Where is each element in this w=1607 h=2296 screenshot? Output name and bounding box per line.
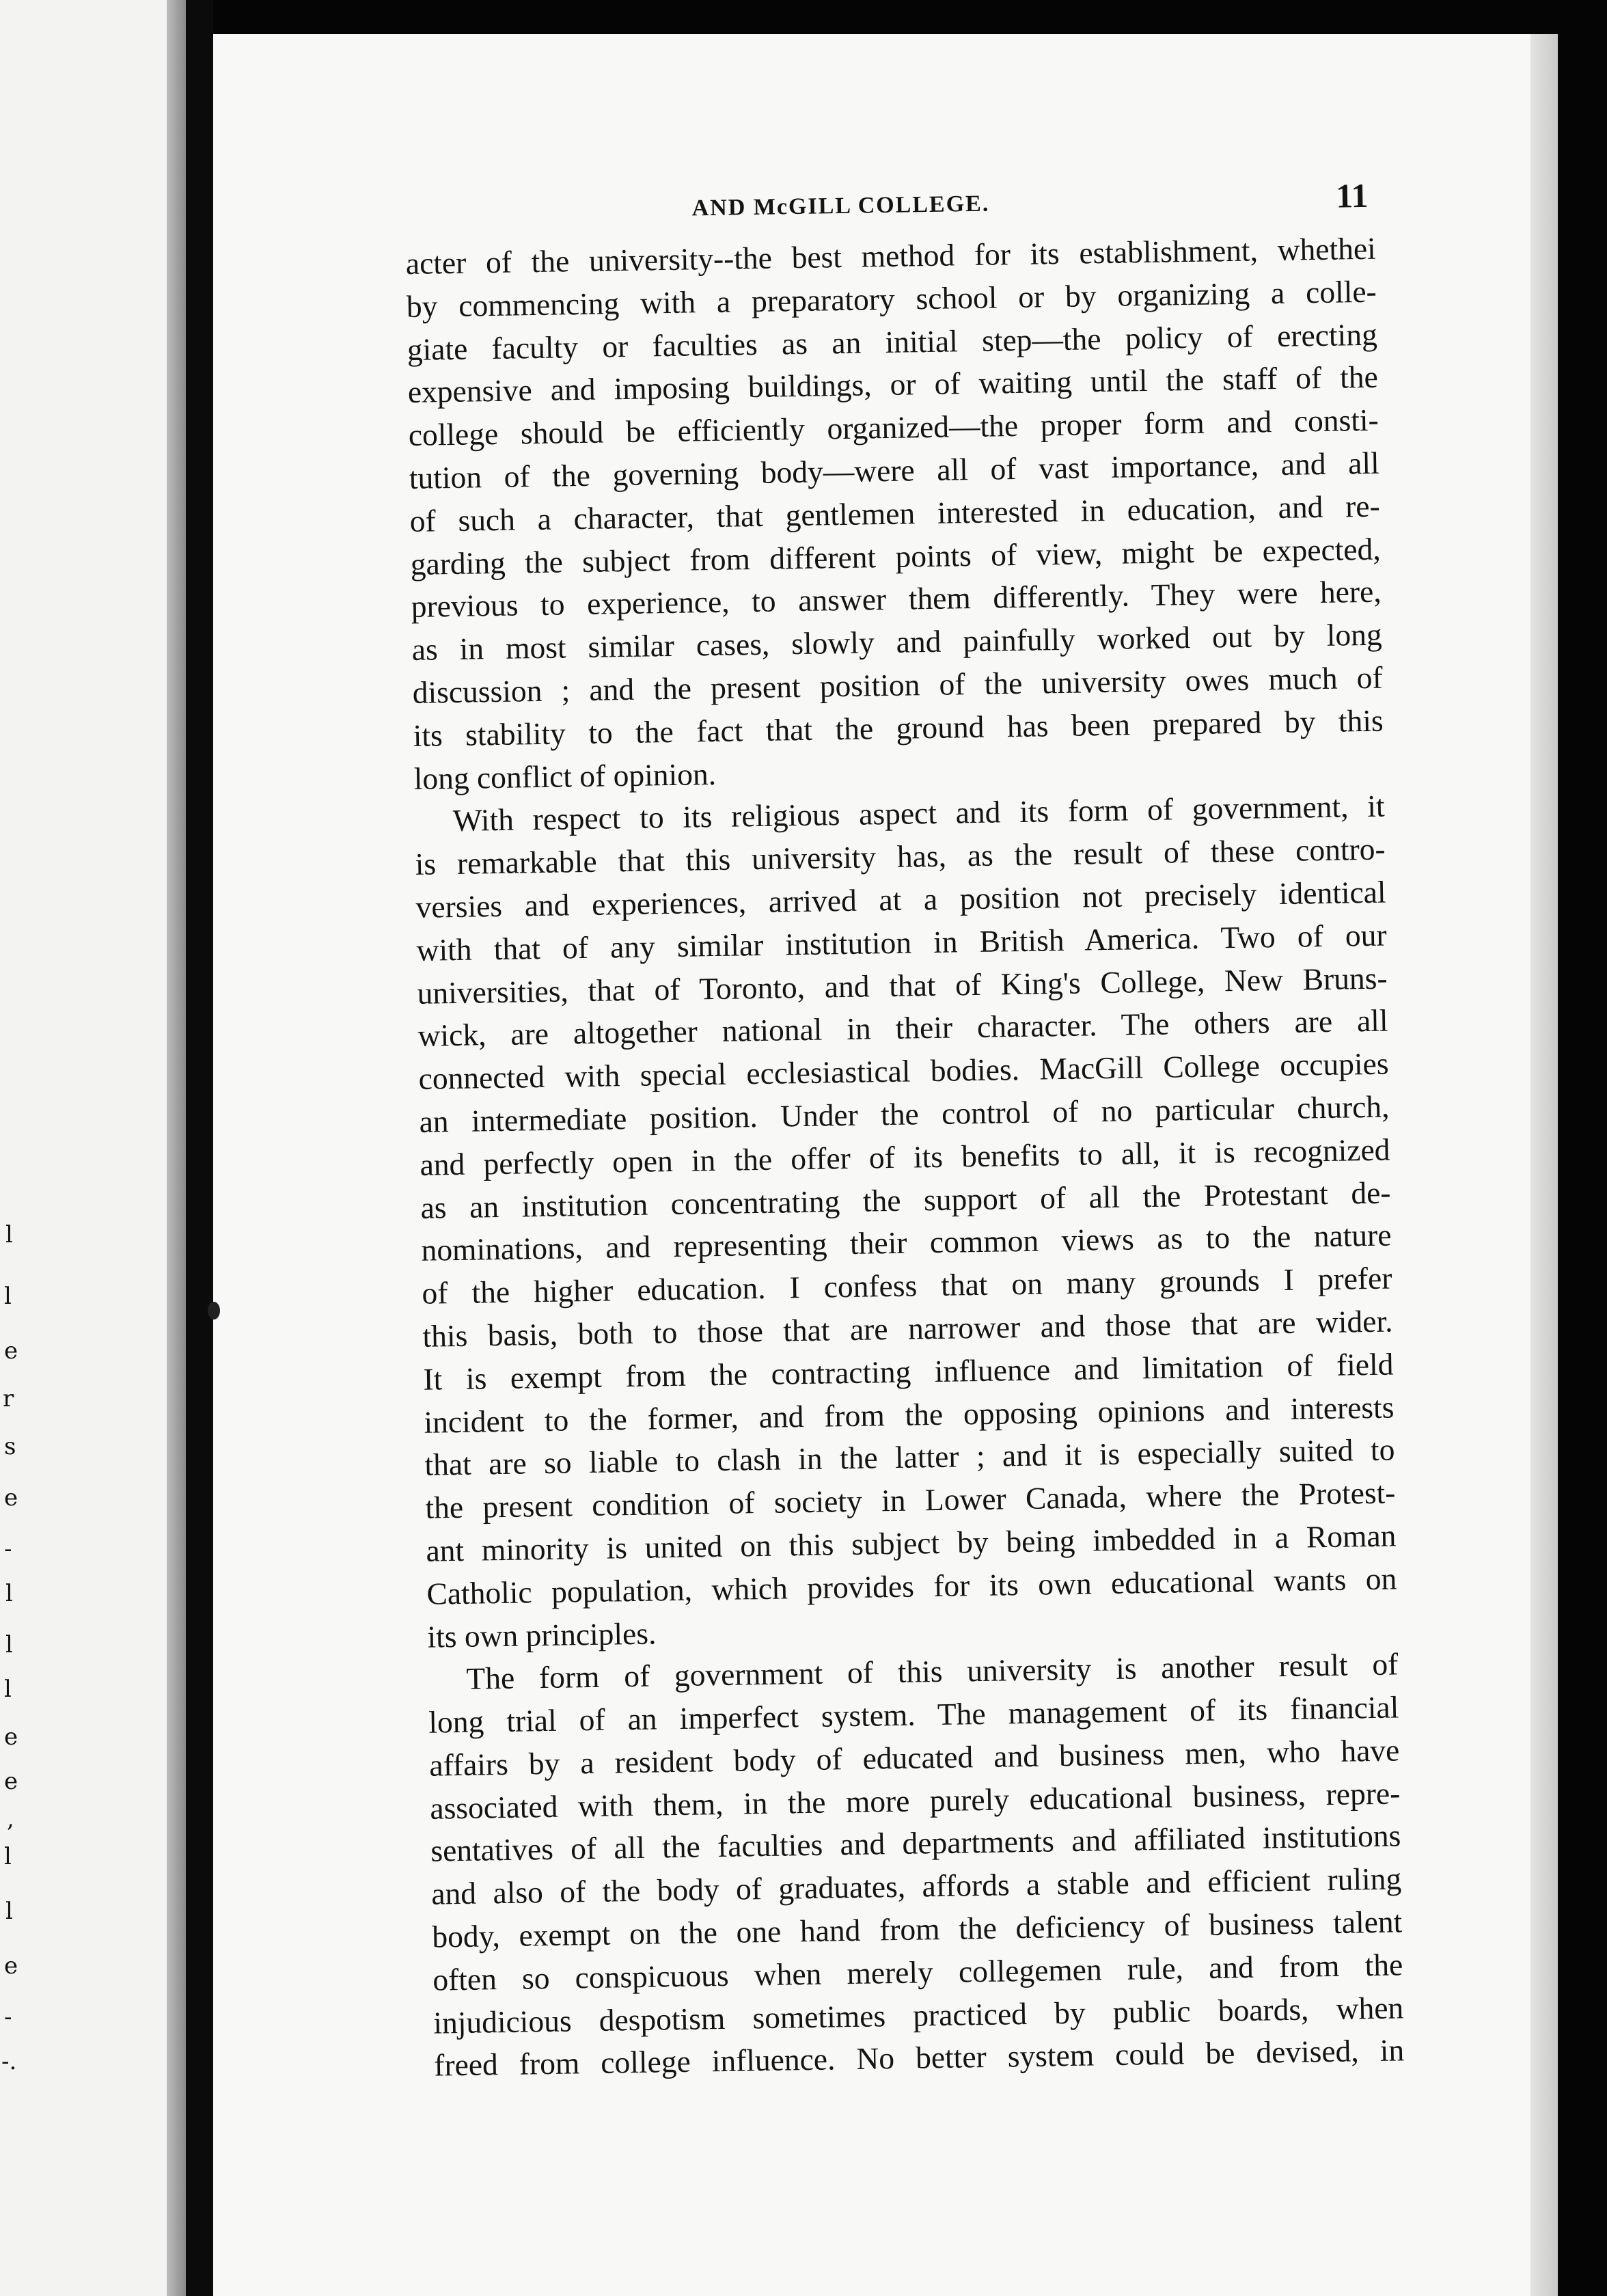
text-line: as in most similar cases, slowly and painfully worked out by long — [411, 616, 1382, 668]
text-line: is remarkable that this university has, as the result of these contro- — [415, 831, 1386, 882]
margin-glyph: e — [4, 1952, 18, 1980]
text-line: its stability to the fact that the ground has been prepared by this — [413, 702, 1384, 753]
body-text — [405, 228, 1404, 2088]
margin-glyph: l — [5, 1221, 13, 1248]
margin-glyph: -. — [1, 2048, 17, 2075]
running-head: AND McGILL COLLEGE. — [691, 191, 990, 221]
margin-glyph: r — [3, 1385, 14, 1412]
text-line: often so conspicuous when merely collegemen rule, and from the — [432, 1947, 1403, 1997]
margin-glyph: e — [4, 1723, 18, 1751]
text-line: expensive and imposing buildings, or of waiting until the staff of the — [407, 359, 1379, 410]
text-line: its own principles. — [427, 1615, 657, 1654]
margin-glyph: s — [4, 1433, 16, 1460]
text-line: an intermediate position. Under the control of no particular church, — [419, 1089, 1390, 1139]
text-line: body, exempt on the one hand from the deficiency of business talent — [431, 1904, 1403, 1954]
text-line: With respect to its religious aspect and its form of government, it — [452, 788, 1385, 838]
text-line: and perfectly open in the offer of its benefits to all, it is recognized — [420, 1132, 1390, 1182]
margin-glyph: l — [4, 1283, 12, 1310]
text-line: long trial of an imperfect system. The management of its financial — [428, 1689, 1399, 1740]
text-line: affairs by a resident body of educated and business men, who have — [429, 1732, 1400, 1783]
text-line: It is exempt from the contracting influence and limitation of field — [423, 1346, 1394, 1397]
text-line: ant minority is united on this subject by being imbedded in a Roman — [426, 1518, 1397, 1568]
text-line: versies and experiences, arrived at a position not precisely identical — [415, 874, 1386, 925]
text-line: nominations, and representing their common views as to the nature — [421, 1217, 1392, 1268]
margin-glyph: l — [5, 1631, 13, 1658]
ink-blot — [208, 1302, 220, 1320]
text-line: the present condition of society in Lower Canada, where the Protest- — [425, 1475, 1396, 1525]
text-line: connected with special ecclesiastical bodies. MacGill College occupies — [418, 1046, 1389, 1096]
text-line: incident to the former, and from the opposing opinions and interests — [424, 1389, 1395, 1440]
margin-glyph: l — [5, 1898, 13, 1925]
text-line: by commencing with a preparatory school or by organizing a colle- — [406, 273, 1377, 324]
margin-glyph: - — [4, 2004, 12, 2031]
margin-glyph: - — [4, 1535, 12, 1563]
text-line: The form of government of this university is another result of — [466, 1646, 1399, 1697]
margin-glyph: e — [4, 1337, 18, 1365]
book-page — [213, 34, 1558, 2296]
text-line: injudicious despotism sometimes practiced by public boards, when — [432, 1990, 1404, 2040]
text-line: tution of the governing body—were all of vast importance, and all — [409, 445, 1380, 495]
page-content — [404, 166, 1405, 2088]
text-line: as an institution concentrating the support of all the Protestant de- — [420, 1175, 1391, 1225]
margin-glyph: e — [4, 1768, 18, 1795]
margin-glyph: e — [4, 1484, 18, 1512]
paragraph — [428, 1643, 1405, 2088]
text-line: freed from college influence. No better system could be devised, in — [433, 2032, 1405, 2083]
paragraph — [405, 228, 1384, 801]
text-line: long conflict of opinion. — [413, 756, 717, 796]
margin-glyph: , — [7, 1805, 14, 1833]
book-spine — [186, 0, 213, 2296]
paragraph — [414, 785, 1398, 1658]
text-line: of the higher education. I confess that on many grounds I prefer — [422, 1260, 1392, 1311]
text-line: associated with them, in the more purely educational business, repre- — [430, 1775, 1401, 1826]
text-line: garding the subject from different points of view, might be expected, — [410, 531, 1382, 582]
text-line: that are so liable to clash in the latter ; and it is especially suited to — [424, 1432, 1395, 1483]
text-line: acter of the university--the best method for its establishment, whethei — [405, 230, 1377, 281]
text-line: giate faculty or faculties as an initial step—the policy of erecting — [407, 316, 1378, 367]
text-line: this basis, both to those that are narrower and those that are wider. — [422, 1303, 1393, 1354]
facing-page-fragment — [0, 0, 186, 2296]
text-line: discussion ; and the present position of the university owes much of — [412, 659, 1383, 710]
text-line: with that of any similar institution in British America. Two of our — [416, 917, 1387, 968]
text-line: of such a character, that gentlemen interested in education, and re- — [409, 488, 1381, 538]
page-edge-shadow — [1530, 34, 1558, 2296]
margin-glyph: l — [4, 1843, 12, 1870]
text-line: wick, are altogether national in their character. The others are all — [417, 1002, 1388, 1054]
text-line: sentatives of all the faculties and departments and affiliated institutions — [430, 1818, 1401, 1869]
text-line: and also of the body of graduates, affords a stable and efficient ruling — [430, 1861, 1402, 1911]
margin-glyph: l — [4, 1676, 12, 1703]
text-line: universities, that of Toronto, and that of King's College, New Bruns- — [417, 960, 1388, 1011]
text-line: previous to experience, to answer them differently. They were here, — [411, 573, 1382, 625]
text-line: college should be efficiently organized—the proper form and consti- — [408, 402, 1379, 453]
text-line: Catholic population, which provides for its own educational wants on — [426, 1561, 1397, 1611]
facing-page-gutter-shadow — [167, 0, 186, 2296]
page-number: 11 — [1335, 176, 1369, 215]
margin-glyph: l — [5, 1580, 13, 1607]
